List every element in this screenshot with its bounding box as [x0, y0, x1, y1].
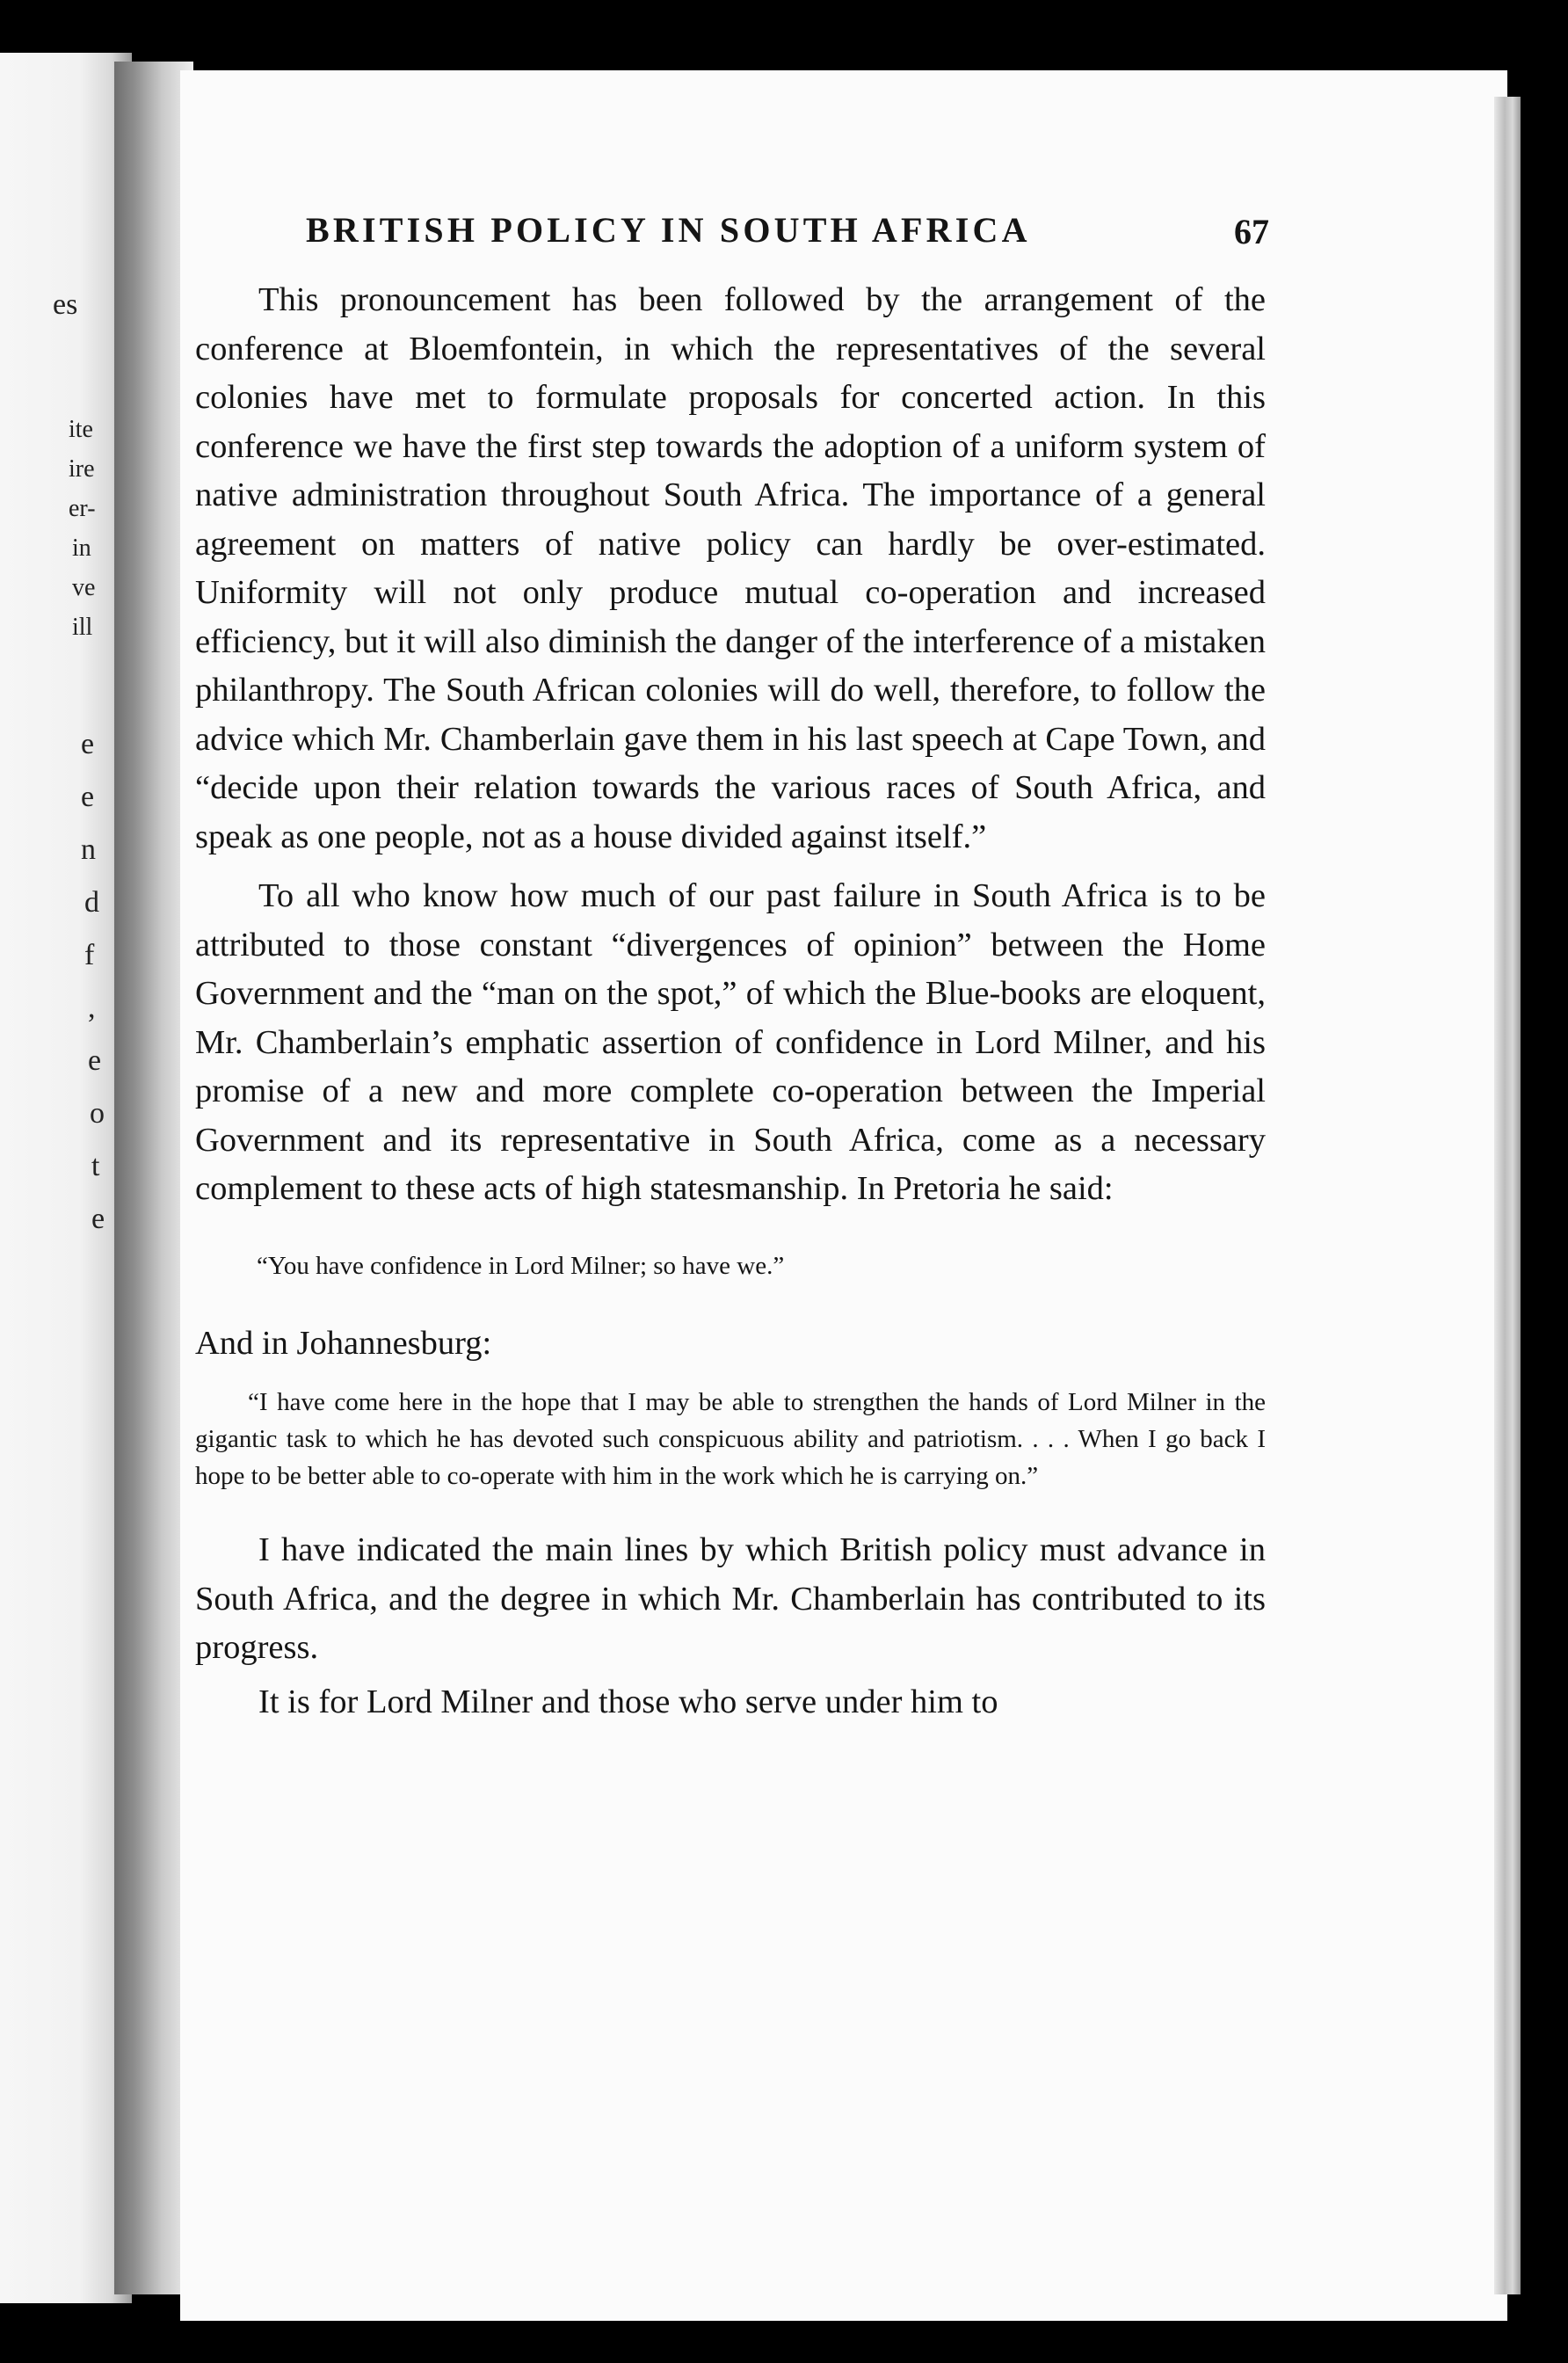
facing-page-fragment: ill: [72, 614, 93, 641]
page-content: [195, 204, 1269, 1727]
facing-page: [0, 53, 132, 2303]
paragraph-main-lines: I have indicated the main lines by which British policy must advance in South Africa, and the degree in which Mr. Chamberlain has contributed to its progress.: [195, 1531, 1266, 1666]
facing-page-fragment: ire: [69, 455, 95, 483]
facing-page-fragment: e: [81, 728, 95, 760]
facing-page-fragment: es: [53, 288, 78, 321]
facing-page-fragment: ve: [72, 574, 96, 601]
page-edge: [1494, 97, 1521, 2294]
facing-page-fragment: e: [88, 1044, 102, 1077]
facing-page-fragment: n: [81, 833, 96, 866]
quote-johannesburg: “I have come here in the hope that I may be able to strengthen the hands of Lord Milner in the gigantic task to which he has devoted such conspicuous ability and patriotism. . . . When I go back I hope to be better able to co-operate with him in the work which he is carrying on.”: [195, 1388, 1266, 1490]
facing-page-fragment: er-: [69, 495, 96, 522]
quote-pretoria: “You have confidence in Lord Milner; so have we.”: [257, 1251, 785, 1280]
facing-page-fragment: e: [81, 781, 95, 813]
facing-page-fragment: ,: [88, 992, 96, 1024]
facing-page-fragment: e: [91, 1203, 105, 1235]
paragraph-conference: This pronouncement has been followed by the arrangement of the conference at Bloemfontein, in which the representatives of the several colonies have met to formulate proposals for concerted action. In this conference we have the first step towards the adoption of a uniform system of native administration throughout South Africa. The importance of a general agreement on matters of native policy can hardly be over-estimated. Uniformity will not only produce mutual co-operation and increased efficiency, but it will also diminish the danger of the interference of a mistaken philanthropy. The South African colonies will do well, therefore, to follow the advice which Mr. Chamberlain gave them in his last speech at Cape Town, and “decide upon their relation towards the various races of South Africa, and speak as one people, not as a house divided against itself.”: [195, 281, 1266, 855]
facing-page-fragment: d: [84, 886, 99, 919]
running-head: [195, 204, 1269, 257]
paragraph-divergences: To all who know how much of our past failure in South Africa is to be attributed to those constant “divergences of opinion” between the Home Government and the “man on the spot,” of which the Blue-books are eloquent, Mr. Chamberlain’s emphatic assertion of confidence in Lord Milner, and his promise of a new and more complete co-operation between the Imperial Government and its representative in South Africa, come as a necessary complement to these acts of high statesmanship. In Pretoria he said:: [195, 877, 1266, 1207]
paragraph-lord-milner: It is for Lord Milner and those who serve under him to: [258, 1683, 998, 1720]
facing-page-fragment: t: [91, 1150, 100, 1182]
page-number: 67: [1234, 212, 1269, 251]
running-head-title: BRITISH POLICY IN SOUTH AFRICA: [306, 210, 1031, 250]
johannesburg-lead: And in Johannesburg:: [195, 1324, 492, 1362]
facing-page-fragment: f: [84, 939, 95, 971]
facing-page-fragment: ite: [69, 416, 93, 443]
facing-page-fragment: o: [90, 1097, 105, 1130]
facing-page-fragment: in: [72, 534, 91, 562]
